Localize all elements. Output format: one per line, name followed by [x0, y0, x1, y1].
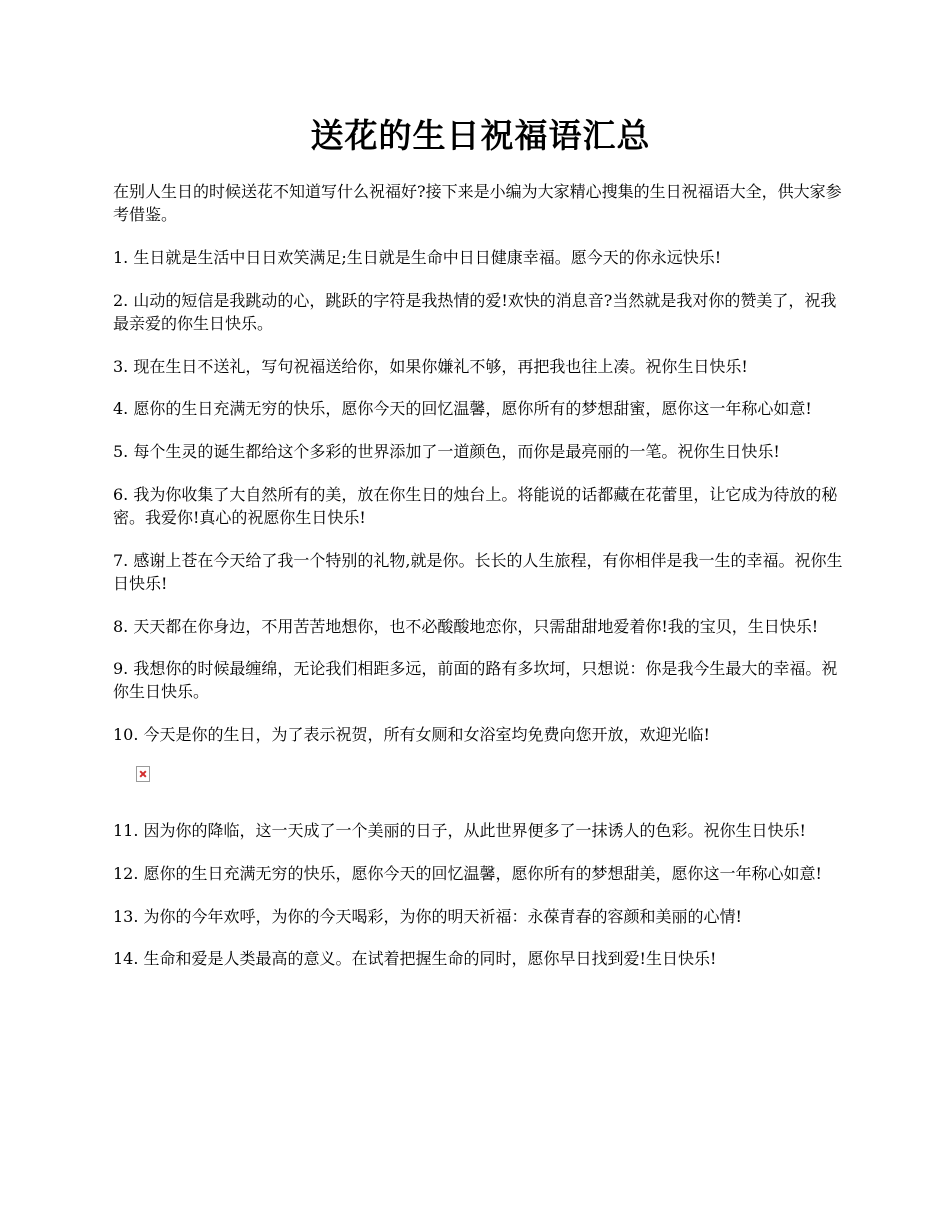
list-item: 9. 我想你的时候最缠绵，无论我们相距多远，前面的路有多坎坷，只想说：你是我今生最大的幸福。祝你生日快乐。 — [113, 659, 838, 702]
list-item: 10. 今天是你的生日，为了表示祝贺，所有女厕和女浴室均免费向您开放，欢迎光临! — [113, 725, 710, 745]
wishes-list-part1 — [113, 246, 848, 746]
list-item: 13. 为你的今年欢呼，为你的今天喝彩，为你的明天祈福：永葆青春的容颜和美丽的心情! — [113, 906, 742, 926]
list-item: 8. 天天都在你身边，不用苦苦地想你，也不必酸酸地恋你，只需甜甜地爱着你!我的宝贝，生日快乐! — [113, 616, 819, 636]
list-item: 5. 每个生灵的诞生都给这个多彩的世界添加了一道颜色，而你是最亮丽的一笔。祝你生日快乐! — [113, 442, 780, 462]
broken-image-icon — [136, 766, 150, 782]
document-page — [113, 112, 848, 990]
list-item: 3. 现在生日不送礼，写句祝福送给你，如果你嫌礼不够，再把我也往上凑。祝你生日快乐! — [113, 356, 748, 376]
list-item: 11. 因为你的降临，这一天成了一个美丽的日子，从此世界便多了一抹诱人的色彩。祝你生日快乐! — [113, 820, 806, 840]
page-title: 送花的生日祝福语汇总 — [310, 116, 651, 155]
list-item: 14. 生命和爱是人类最高的意义。在试着把握生命的同时，愿你早日找到爱!生日快乐! — [113, 949, 717, 969]
wishes-list-part2 — [113, 819, 848, 970]
list-item: 2. 山动的短信是我跳动的心，跳跃的字符是我热情的爱!欢快的消息音?当然就是我对你的赞美了，祝我最亲爱的你生日快乐。 — [113, 290, 837, 333]
list-item: 6. 我为你收集了大自然所有的美，放在你生日的烛台上。将能说的话都藏在花蕾里，让它成为待放的秘密。我爱你!真心的祝愿你生日快乐! — [113, 484, 838, 527]
list-item: 1. 生日就是生活中日日欢笑满足;生日就是生命中日日健康幸福。愿今天的你永远快乐! — [113, 248, 722, 267]
list-item: 7. 感谢上苍在今天给了我一个特别的礼物,就是你。长长的人生旅程，有你相伴是我一生的幸福。祝你生日快乐! — [113, 550, 843, 593]
list-item: 12. 愿你的生日充满无穷的快乐，愿你今天的回忆温馨，愿你所有的梦想甜美，愿你这一年称心如意! — [113, 863, 822, 883]
list-item: 4. 愿你的生日充满无穷的快乐，愿你今天的回忆温馨，愿你所有的梦想甜蜜，愿你这一年称心如意! — [113, 399, 812, 419]
intro-paragraph: 在别人生日的时候送花不知道写什么祝福好?接下来是小编为大家精心搜集的生日祝福语大全，供大家参考借鉴。 — [113, 182, 842, 224]
